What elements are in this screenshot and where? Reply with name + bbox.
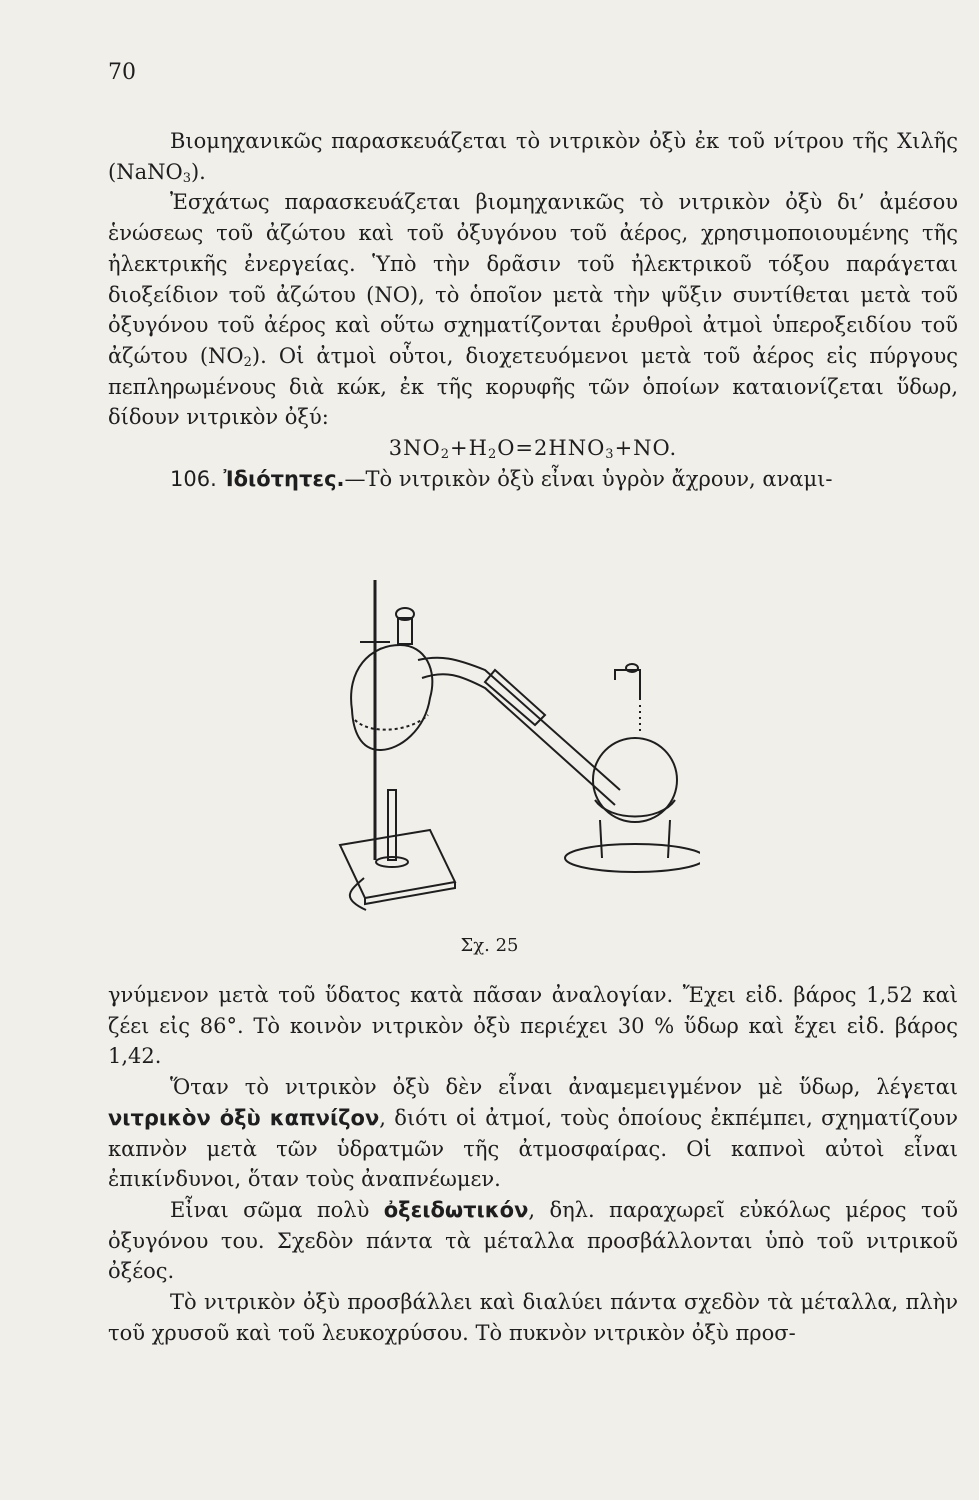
bold-term: νιτρικὸν ὀξὺ καπνίζον: [108, 1105, 380, 1130]
retort-flask: [351, 645, 432, 750]
cooling-basin: [565, 844, 700, 872]
subscript: 3: [605, 447, 615, 463]
text-run: ).: [190, 159, 206, 184]
bold-term: ὀξειδωτικόν: [383, 1197, 529, 1222]
chemical-equation: [108, 433, 958, 464]
text-run: Εἶναι σῶμα πολὺ: [170, 1197, 384, 1222]
receiving-liquid: [595, 800, 675, 817]
text-run: Ἐσχάτως παρασκευάζεται βιομηχανικῶς τὸ νιτρικὸν ὀξὺ δι’ ἀμέσου ἑνώσεως τοῦ ἀζώτου καὶ τοῦ ὀξυγόνου τοῦ ἀέρος, χρησιμοποιουμένης τῆς ἠλεκτρικῆς ἐνεργείας. Ὑπὸ τὴν δρᾶσιν τοῦ ἠλεκτρικοῦ τόξου παράγεται διοξείδιον τοῦ ἀζώτου (NO), τὸ ὁποῖον μετὰ τὴν ψῦξιν συντίθεται μετὰ τοῦ ὀξυγόνου τοῦ ἀέρος καὶ οὕτω σχηματίζονται ἐρυθροὶ ἀτμοὶ ὑπεροξειδίου τοῦ ἀζώτου (NO: [108, 190, 958, 368]
section-heading: Ἰδιότητες.: [223, 466, 345, 491]
retort-arm: [418, 658, 620, 790]
page-number: 70: [108, 60, 136, 85]
burner-base: [376, 857, 408, 867]
retort-arm-lower: [422, 674, 615, 805]
paragraph-metals: [108, 1287, 958, 1348]
section-text-part: —Τὸ νιτρικὸν ὀξὺ εἶναι ὑγρὸν ἄχρουν, αναμι-: [344, 466, 833, 491]
burner: [388, 790, 396, 860]
figure-caption: Σχ. 25: [460, 935, 519, 956]
subscript: 2: [440, 447, 451, 463]
top-text-block: [108, 126, 958, 494]
bottom-text-block: [108, 980, 958, 1348]
paragraph-electric-arc: [108, 187, 958, 433]
stand-base: [340, 830, 455, 898]
paragraph-industrial-chile: [108, 126, 958, 187]
text-run: Ὅταν τὸ νιτρικὸν ὀξὺ δὲν εἶναι ἀναμεμειγμένον μὲ ὕδωρ, λέγεται: [170, 1075, 958, 1100]
text-run: Βιομηχανικῶς παρασκευάζεται τὸ νιτρικὸν ὀξὺ ἐκ τοῦ νίτρου τῆς Χιλῆς (NaNO: [108, 129, 958, 184]
text-run: Τὸ νιτρικὸν ὀξὺ προσβάλλει καὶ διαλύει πάντα σχεδὸν τὰ μέταλλα, πλὴν τοῦ χρυσοῦ καὶ τοῦ λευκοχρύσου. Τὸ πυκνὸν νιτρικὸν ὀξὺ προσ-: [108, 1290, 958, 1345]
subscript: 2: [487, 447, 498, 463]
section-number: 106.: [170, 466, 217, 491]
retort-neck: [398, 618, 412, 644]
eq-part: O=2HNO: [497, 436, 606, 461]
paragraph-oxidizing: [108, 1195, 958, 1287]
distillation-apparatus-figure: [280, 560, 700, 920]
water-tap-pipe: [615, 670, 640, 700]
paragraph-fuming: [108, 1072, 958, 1195]
section-text-part: γνύμενον μετὰ τοῦ ὕδατος κατὰ πᾶσαν ἀναλογίαν. Ἔχει εἰδ. βάρος 1,52 καὶ ζέει εἰς 86°. Τὸ κοινὸν νιτρικὸν ὀξὺ περιέχει 30 % ὕδωρ καὶ ἔχει εἰδ. βάρος 1,42.: [108, 983, 958, 1069]
basin-supports: [600, 820, 670, 858]
subscript: 2: [243, 354, 252, 370]
section-106: [108, 464, 958, 495]
eq-part: +H: [450, 436, 488, 461]
eq-part: +NO.: [614, 436, 678, 461]
section-text-continued: [108, 980, 958, 1072]
subscript: 3: [182, 170, 191, 186]
text-run: ). Οἱ ἀτμοὶ οὗτοι, διοχετευόμενοι μετὰ τοῦ ἀέρος εἰς πύργους πεπληρωμένους διὰ κώκ, ἐκ τῆς κορυφῆς τῶν ὁποίων καταιονίζεται ὕδωρ, δίδουν νιτρικὸν ὀξύ:: [108, 343, 958, 430]
eq-part: 3NO: [388, 436, 441, 461]
text-run: , διότι οἱ ἀτμοί, τοὺς ὁποίους ἐκπέμπει, σχηματίζουν καπνὸν μετὰ τῶν ὑδρατμῶν τῆς ἀτμοσφαίρας. Οἱ καπνοὶ αὐτοὶ εἶναι ἐπικίνδυνοι, ὅταν τοὺς ἀναπνέωμεν.: [108, 1105, 959, 1192]
text-run: , δηλ. παραχωρεῖ εὐκόλως μέρος τοῦ ὀξυγόνου του. Σχεδὸν πάντα τὰ μέταλλα προσβάλλονται ὑπὸ τοῦ νιτρικοῦ ὀξέος.: [108, 1197, 958, 1284]
